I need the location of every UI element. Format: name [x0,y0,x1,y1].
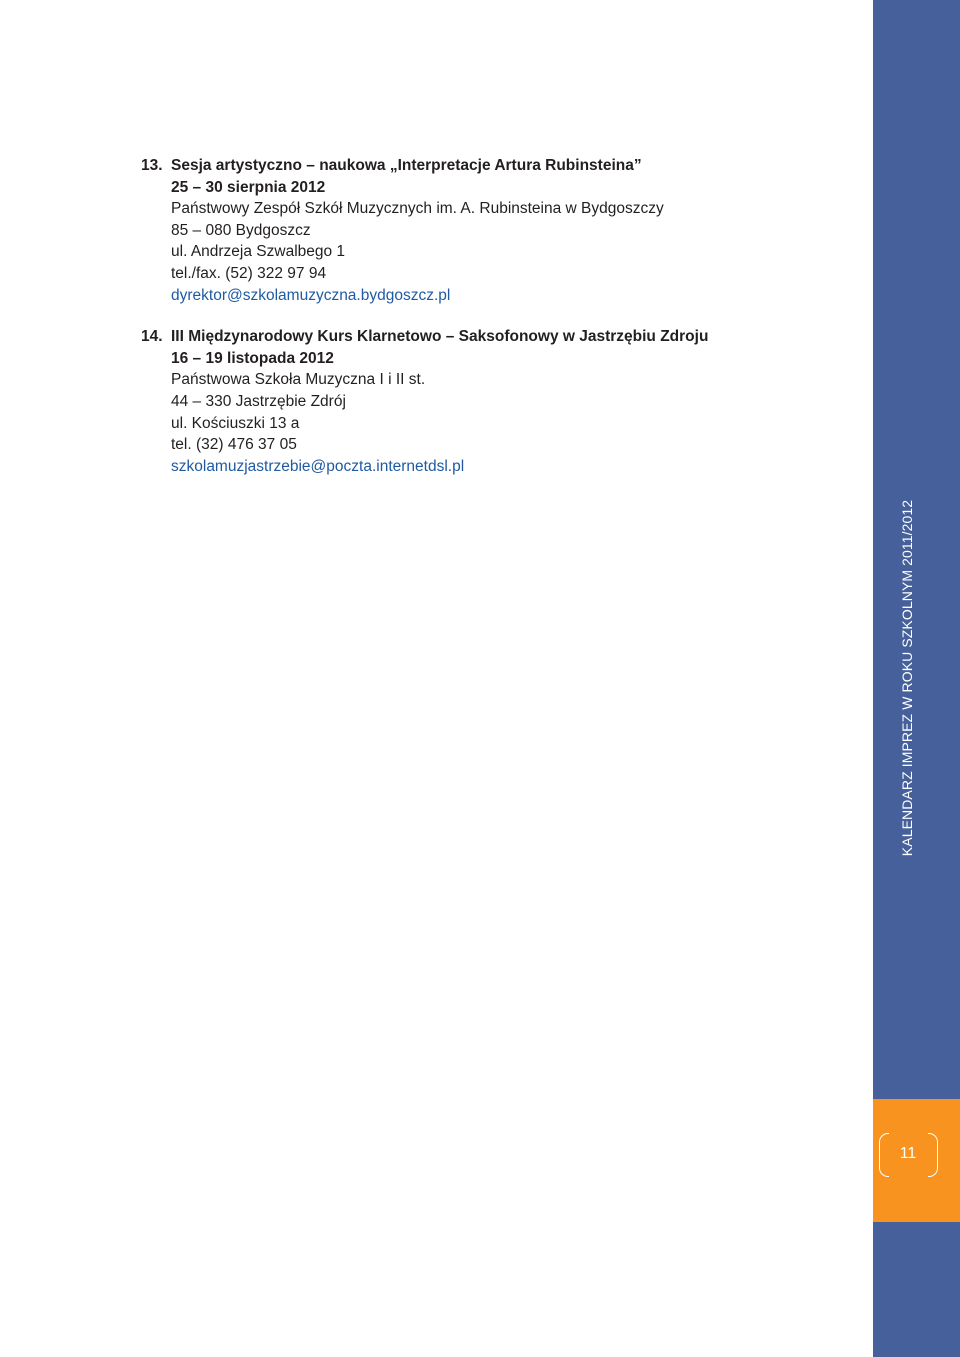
event-entry-13 [141,155,861,306]
email-link[interactable]: dyrektor@szkolamuzyczna.bydgoszcz.pl [171,286,451,304]
street-address: ul. Andrzeja Szwalbego 1 [171,243,346,261]
event-dates: 25 – 30 sierpnia 2012 [171,178,326,196]
event-dates: 16 – 19 listopada 2012 [171,349,334,367]
email-link[interactable]: szkolamuzjastrzebie@poczta.internetdsl.pl [171,457,465,475]
postal-code-city: 85 – 080 Bydgoszcz [171,221,311,239]
sidebar-label-container [897,498,917,858]
left-bracket-icon [879,1133,889,1177]
sidebar-label: KALENDARZ IMPREZ W ROKU SZKOLNYM 2011/2012 [899,499,915,857]
organizer-name: Państwowy Zespół Szkół Muzycznych im. A. Rubinsteina w Bydgoszczy [171,200,664,218]
event-entry-14 [141,326,861,477]
postal-code-city: 44 – 330 Jastrzębie Zdrój [171,392,346,410]
street-address: ul. Kościuszki 13 a [171,414,300,432]
document-content [141,155,861,477]
event-title: Sesja artystyczno – naukowa „Interpretacje Artura Rubinsteina” [171,157,642,174]
entry-number: 13. [141,157,163,174]
page-number: 11 [899,1145,917,1162]
phone-number: tel. (32) 476 37 05 [171,436,297,454]
phone-fax: tel./fax. (52) 322 97 94 [171,264,327,282]
right-bracket-icon [928,1133,938,1177]
organizer-name: Państwowa Szkoła Muzyczna I i II st. [171,371,426,389]
entry-number: 14. [141,328,163,346]
page-number-box [873,1099,960,1222]
event-title: III Międzynarodowy Kurs Klarnetowo – Saksofonowy w Jastrzębiu Zdroju [171,328,709,346]
